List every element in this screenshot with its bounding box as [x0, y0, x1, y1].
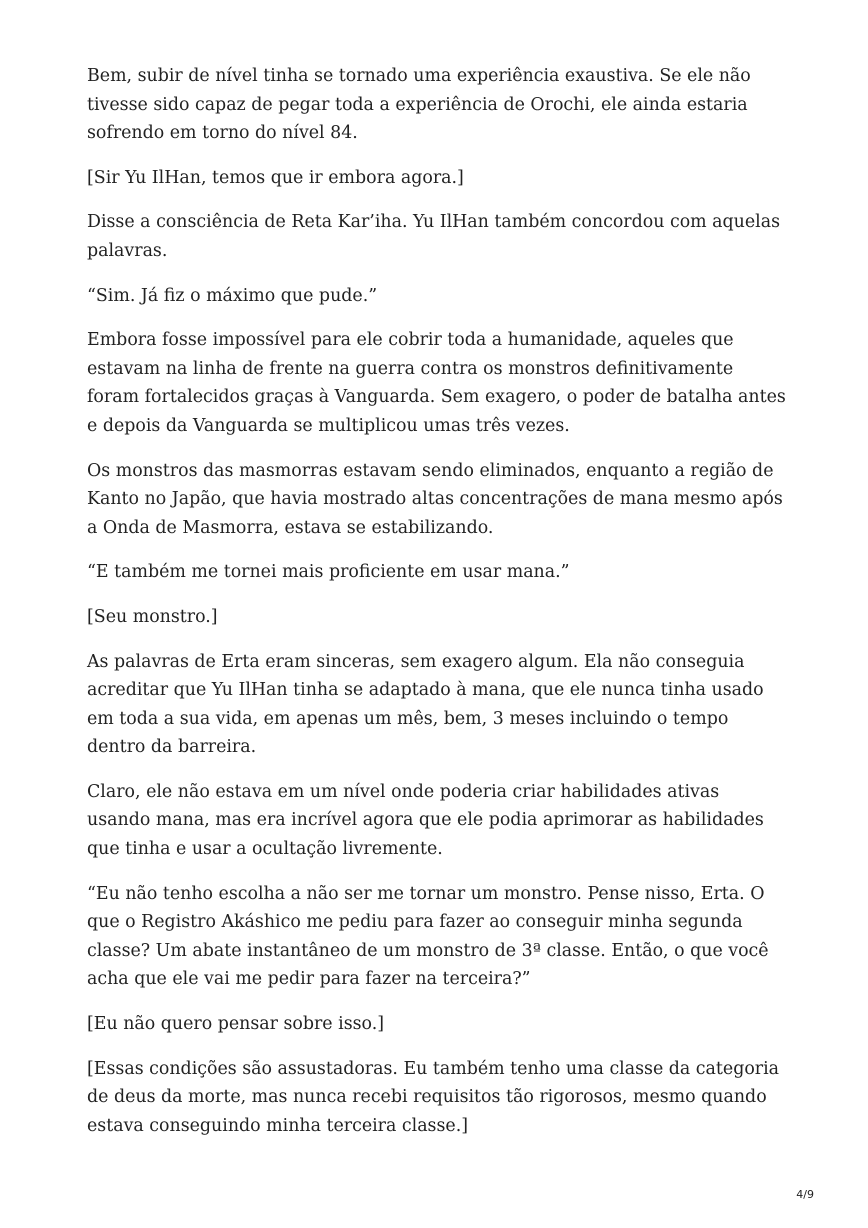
- paragraph-1: Bem, subir de nível tinha se tornado uma experiência exaustiva. Se ele não tivesse sido capaz de pegar toda a experiência de Orochi, ele ainda estaria sofrendo em torno do nível 84.: [87, 66, 751, 144]
- paragraph-4: “Sim. Já fiz o máximo que pude.”: [87, 285, 378, 306]
- paragraph-13: [Essas condições são assustadoras. Eu também tenho uma classe da categoria de deus da morte, mas nunca recebi requisitos tão rigorosos, mesmo quando estava conseguindo minha terceira classe.]: [87, 1058, 780, 1136]
- page-number: 4/9: [796, 1188, 814, 1201]
- paragraph-5: Embora fosse impossível para ele cobrir toda a humanidade, aqueles que estavam na linha de frente na guerra contra os monstros definitivamente foram fortalecidos graças à Vanguarda. Sem exagero, o poder de batalha antes e depois da Vanguarda se multiplicou umas três vezes.: [87, 330, 786, 436]
- document-body: [87, 62, 787, 1156]
- paragraph-2: [Sir Yu IlHan, temos que ir embora agora.]: [87, 167, 464, 188]
- paragraph-11: “Eu não tenho escolha a não ser me tornar um monstro. Pense nisso, Erta. O que o Registro Akáshico me pediu para fazer ao conseguir minha segunda classe? Um abate instantâneo de um monstro de 3ª classe. Então, o que você acha que ele vai me pedir para fazer na terceira?”: [87, 883, 769, 990]
- paragraph-6: Os monstros das masmorras estavam sendo eliminados, enquanto a região de Kanto no Japão, que havia mostrado altas concentrações de mana mesmo após a Onda de Masmorra, estava se estabilizando.: [87, 460, 783, 538]
- paragraph-7: “E também me tornei mais proficiente em usar mana.”: [87, 562, 570, 583]
- paragraph-10: Claro, ele não estava em um nível onde poderia criar habilidades ativas usando mana, mas era incrível agora que ele podia aprimorar as habilidades que tinha e usar a ocultação livremente.: [87, 781, 764, 860]
- paragraph-8: [Seu monstro.]: [87, 606, 218, 627]
- paragraph-9: As palavras de Erta eram sinceras, sem exagero algum. Ela não conseguia acreditar que Yu IlHan tinha se adaptado à mana, que ele nunca tinha usado em toda a sua vida, em apenas um mês, bem, 3 meses incluindo o tempo dentro da barreira.: [87, 651, 764, 758]
- paragraph-3: Disse a consciência de Reta Kar’iha. Yu IlHan também concordou com aquelas palavras.: [87, 212, 781, 261]
- paragraph-12: [Eu não quero pensar sobre isso.]: [87, 1014, 385, 1035]
